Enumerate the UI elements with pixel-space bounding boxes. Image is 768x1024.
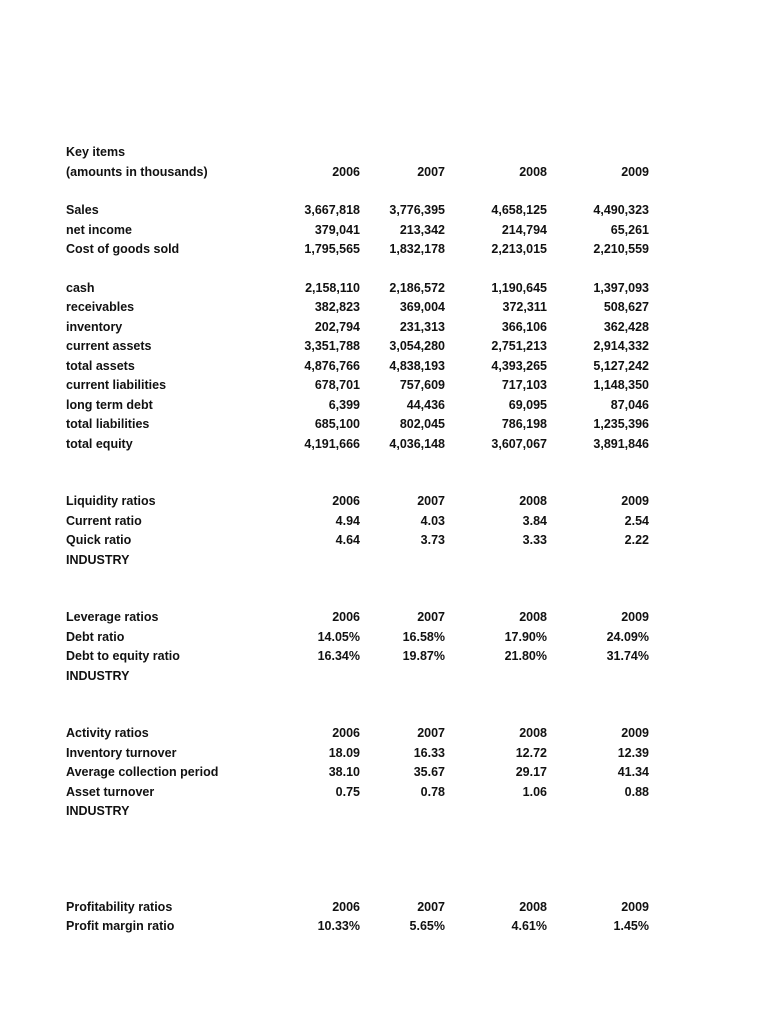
cell-value: 12.72 <box>515 745 547 760</box>
table-row <box>66 512 666 532</box>
cell-value: 508,627 <box>603 300 649 314</box>
cell-value: 1.06 <box>522 784 547 799</box>
year-header: 2008 <box>519 164 547 179</box>
cell-value: 4,876,766 <box>304 358 360 373</box>
cell-value: 24.09% <box>606 629 649 644</box>
cell-value: 3,776,395 <box>389 203 445 217</box>
key-items-title-row <box>66 143 666 163</box>
cell-value: 1,148,350 <box>593 378 649 392</box>
key-items-header-row <box>66 163 666 183</box>
row-label: total liabilities <box>66 417 150 431</box>
cell-value: 0.78 <box>420 784 445 799</box>
activity-header-row <box>66 724 666 744</box>
cell-value: 18.09 <box>328 745 360 760</box>
row-label: current liabilities <box>66 378 167 392</box>
year-header: 2006 <box>332 610 360 624</box>
cell-value: 4,838,193 <box>389 358 445 373</box>
row-label: Debt to equity ratio <box>66 649 180 663</box>
table-row <box>66 917 666 937</box>
cell-value: 717,103 <box>501 378 547 392</box>
industry-label: INDUSTRY <box>66 804 130 818</box>
cell-value: 4.03 <box>420 513 445 528</box>
table-row <box>66 744 666 764</box>
row-label: Asset turnover <box>66 784 155 799</box>
cell-value: 757,609 <box>399 378 445 392</box>
year-header: 2006 <box>332 164 360 179</box>
year-header: 2009 <box>621 610 649 624</box>
cell-value: 16.34% <box>317 649 360 663</box>
cell-value: 14.05% <box>317 629 360 644</box>
cell-value: 19.87% <box>402 649 445 663</box>
cell-value: 379,041 <box>314 222 360 237</box>
industry-row <box>66 802 666 822</box>
year-header: 2009 <box>621 494 649 508</box>
industry-row <box>66 551 666 571</box>
cell-value: 38.10 <box>328 765 360 779</box>
key-items-title: Key items <box>66 145 126 159</box>
cell-value: 3,891,846 <box>593 436 649 451</box>
cell-value: 4,490,323 <box>593 203 649 217</box>
year-header: 2007 <box>417 164 445 179</box>
cell-value: 2,158,110 <box>305 280 360 295</box>
cell-value: 12.39 <box>617 745 649 760</box>
table-row <box>66 279 666 299</box>
cell-value: 213,342 <box>399 222 445 237</box>
cell-value: 4,658,125 <box>491 203 547 217</box>
cell-value: 44,436 <box>406 397 445 412</box>
cell-value: 362,428 <box>603 319 649 334</box>
year-header: 2006 <box>332 494 360 508</box>
table-row <box>66 221 666 241</box>
cell-value: 3,351,788 <box>304 339 360 353</box>
table-row <box>66 376 666 396</box>
cell-value: 369,004 <box>399 300 445 314</box>
row-label: Cost of goods sold <box>66 242 180 256</box>
table-row <box>66 783 666 803</box>
table-row <box>66 298 666 318</box>
cell-value: 21.80% <box>504 649 547 663</box>
row-label: long term debt <box>66 397 153 412</box>
spreadsheet <box>66 143 666 937</box>
cell-value: 214,794 <box>501 222 547 237</box>
table-row <box>66 318 666 338</box>
cell-value: 1,190,645 <box>491 280 547 295</box>
cell-value: 2,213,015 <box>491 242 547 256</box>
year-header: 2008 <box>519 726 547 740</box>
liquidity-header-row <box>66 492 666 512</box>
cell-value: 3,054,280 <box>389 339 445 353</box>
cell-value: 4,393,265 <box>491 358 547 373</box>
year-header: 2008 <box>519 494 547 508</box>
cell-value: 202,794 <box>314 319 360 334</box>
table-row <box>66 201 666 221</box>
leverage-header-row <box>66 608 666 628</box>
key-items-subtitle: (amounts in thousands) <box>66 164 208 179</box>
year-header: 2007 <box>417 494 445 508</box>
row-label: Average collection period <box>66 765 219 779</box>
cell-value: 366,106 <box>501 319 547 334</box>
cell-value: 65,261 <box>610 222 649 237</box>
cell-value: 3.84 <box>522 513 547 528</box>
cell-value: 4.94 <box>335 513 360 528</box>
cell-value: 5.65% <box>409 919 445 933</box>
row-label: cash <box>66 280 95 295</box>
row-label: Profit margin ratio <box>66 919 175 933</box>
section-title: Activity ratios <box>66 726 149 740</box>
table-row <box>66 396 666 416</box>
cell-value: 372,311 <box>502 300 547 314</box>
table-row <box>66 763 666 783</box>
cell-value: 2,751,213 <box>491 339 547 353</box>
row-label: Sales <box>66 203 99 217</box>
table-row <box>66 415 666 435</box>
table-row <box>66 647 666 667</box>
cell-value: 29.17 <box>515 765 547 779</box>
cell-value: 0.88 <box>624 784 649 799</box>
cell-value: 4,191,666 <box>304 436 360 451</box>
cell-value: 87,046 <box>610 397 649 412</box>
industry-label: INDUSTRY <box>66 552 130 567</box>
cell-value: 3.73 <box>420 533 445 547</box>
cell-value: 17.90% <box>504 629 547 644</box>
cell-value: 3,607,067 <box>491 436 547 451</box>
cell-value: 0.75 <box>335 784 360 799</box>
cell-value: 2,186,572 <box>389 280 445 295</box>
profitability-header-row <box>66 898 666 918</box>
cell-value: 69,095 <box>508 397 547 412</box>
table-row <box>66 240 666 260</box>
cell-value: 1,397,093 <box>593 280 649 295</box>
table-row <box>66 628 666 648</box>
cell-value: 786,198 <box>501 417 547 431</box>
cell-value: 1,832,178 <box>389 242 445 256</box>
cell-value: 3.33 <box>522 533 547 547</box>
cell-value: 4,036,148 <box>389 436 445 451</box>
industry-label: INDUSTRY <box>66 668 130 683</box>
row-label: total assets <box>66 358 135 373</box>
cell-value: 16.58% <box>402 629 445 644</box>
cell-value: 2,210,559 <box>593 242 649 256</box>
table-row <box>66 531 666 551</box>
cell-value: 1,235,396 <box>593 417 649 431</box>
cell-value: 5,127,242 <box>593 358 649 373</box>
row-label: Debt ratio <box>66 629 125 644</box>
cell-value: 2.22 <box>624 533 649 547</box>
year-header: 2006 <box>332 899 360 914</box>
industry-row <box>66 667 666 687</box>
row-label: net income <box>66 222 132 237</box>
row-label: current assets <box>66 339 152 353</box>
cell-value: 382,823 <box>314 300 360 314</box>
year-header: 2007 <box>417 899 445 914</box>
year-header: 2007 <box>417 610 445 624</box>
year-header: 2008 <box>519 610 547 624</box>
table-row <box>66 357 666 377</box>
cell-value: 4.64 <box>335 533 360 547</box>
cell-value: 2.54 <box>624 513 649 528</box>
cell-value: 6,399 <box>328 397 360 412</box>
row-label: total equity <box>66 436 133 451</box>
year-header: 2007 <box>417 726 445 740</box>
section-title: Leverage ratios <box>66 610 159 624</box>
year-header: 2006 <box>332 726 360 740</box>
year-header: 2009 <box>621 899 649 914</box>
cell-value: 231,313 <box>399 319 445 334</box>
row-label: Inventory turnover <box>66 745 177 760</box>
year-header: 2009 <box>621 726 649 740</box>
cell-value: 4.61% <box>511 919 547 933</box>
cell-value: 678,701 <box>314 378 360 392</box>
cell-value: 31.74% <box>606 649 649 663</box>
cell-value: 3,667,818 <box>304 203 360 217</box>
cell-value: 1.45% <box>613 919 649 933</box>
cell-value: 1,795,565 <box>304 242 360 256</box>
year-header: 2009 <box>621 164 649 179</box>
row-label: Quick ratio <box>66 533 132 547</box>
row-label: Current ratio <box>66 513 142 528</box>
cell-value: 10.33% <box>317 919 360 933</box>
cell-value: 685,100 <box>314 417 360 431</box>
cell-value: 2,914,332 <box>593 339 649 353</box>
table-row <box>66 337 666 357</box>
year-header: 2008 <box>519 899 547 914</box>
table-row <box>66 435 666 455</box>
section-title: Liquidity ratios <box>66 494 156 508</box>
cell-value: 16.33 <box>413 745 445 760</box>
row-label: receivables <box>66 300 135 314</box>
cell-value: 802,045 <box>399 417 445 431</box>
cell-value: 35.67 <box>413 765 445 779</box>
row-label: inventory <box>66 319 123 334</box>
cell-value: 41.34 <box>617 765 649 779</box>
section-title: Profitability ratios <box>66 899 173 914</box>
